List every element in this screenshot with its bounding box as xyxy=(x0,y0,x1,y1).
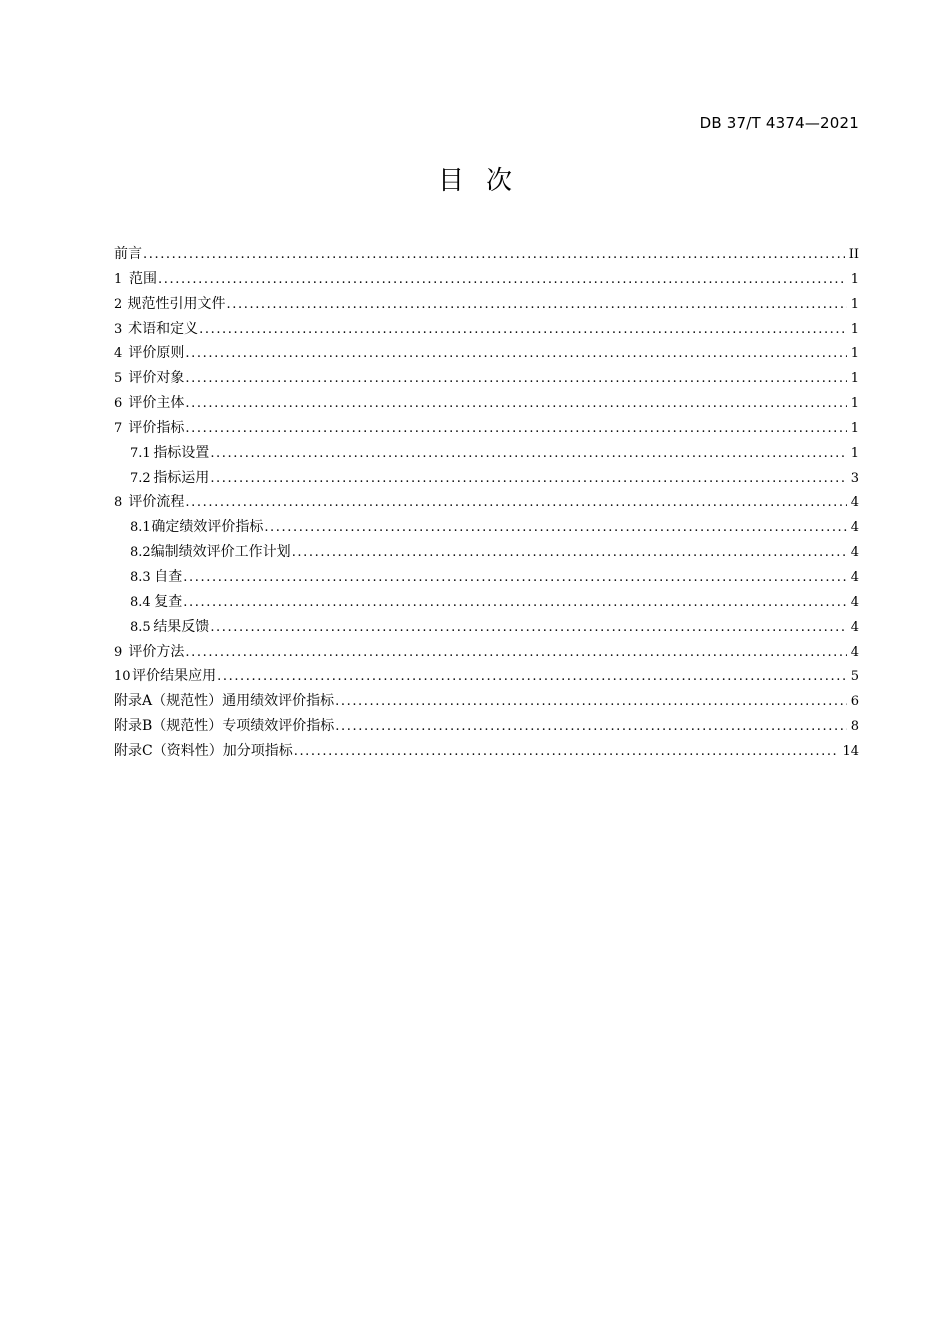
toc-page-number: 4 xyxy=(850,594,859,610)
toc-page-number: 4 xyxy=(850,569,859,585)
toc-page-number: 5 xyxy=(850,669,859,685)
toc-section-number: 7 xyxy=(114,420,123,436)
toc-entry-label: 专项绩效评价指标 xyxy=(222,718,335,735)
toc-page-number: 1 xyxy=(850,296,859,312)
toc-entry-8-4[interactable] xyxy=(114,591,859,616)
toc-leader-dots xyxy=(183,595,846,610)
table-of-contents xyxy=(114,243,859,765)
toc-entry-5[interactable] xyxy=(114,367,859,392)
toc-entry-8-3[interactable] xyxy=(114,566,859,591)
toc-page-number: 4 xyxy=(850,644,859,660)
toc-entry-label: 通用绩效评价指标 xyxy=(222,693,335,710)
toc-entry-label: 加分项指标 xyxy=(222,742,293,759)
toc-page-number: 1 xyxy=(850,445,859,461)
toc-page-number: 6 xyxy=(850,694,859,710)
toc-leader-dots xyxy=(210,471,846,486)
toc-page-number: 8 xyxy=(850,719,859,735)
toc-page-number: 4 xyxy=(850,619,859,635)
toc-entry-6[interactable] xyxy=(114,392,859,417)
toc-section-number: 5 xyxy=(114,371,123,387)
toc-entry-2[interactable] xyxy=(114,293,859,318)
toc-entry-8[interactable] xyxy=(114,491,859,516)
document-code: DB 37/T 4374—2021 xyxy=(699,114,859,132)
page-title: 目次 xyxy=(437,166,534,196)
toc-entry-8-2[interactable] xyxy=(114,541,859,566)
toc-leader-dots xyxy=(183,570,846,585)
toc-leader-dots xyxy=(185,645,846,660)
toc-entry-7-2[interactable] xyxy=(114,467,859,492)
toc-leader-dots xyxy=(292,545,847,560)
toc-section-number: 4 xyxy=(114,346,123,362)
toc-section-number: 10 xyxy=(114,669,131,685)
toc-page-number: 4 xyxy=(850,495,859,511)
toc-page-number: 1 xyxy=(850,396,859,412)
toc-entry-label: 评价流程 xyxy=(128,494,185,511)
toc-entry-label: 范围 xyxy=(129,270,158,287)
toc-leader-dots xyxy=(199,322,847,337)
toc-entry-7-1[interactable] xyxy=(114,442,859,467)
toc-page-number: 1 xyxy=(850,271,859,287)
toc-entry-label: 自查 xyxy=(154,568,183,585)
toc-appendix-prefix: 附录C（资料性） xyxy=(114,742,223,759)
toc-entry-3[interactable] xyxy=(114,318,859,343)
toc-entry-appendix-c[interactable] xyxy=(114,740,859,765)
toc-entry-9[interactable] xyxy=(114,641,859,666)
toc-leader-dots xyxy=(185,396,846,411)
toc-entry-foreword[interactable] xyxy=(114,243,859,268)
toc-leader-dots xyxy=(210,620,846,635)
toc-entry-label: 评价指标 xyxy=(128,419,185,436)
toc-entry-label: 指标设置 xyxy=(153,444,210,461)
toc-entry-1[interactable] xyxy=(114,268,859,293)
toc-section-number: 8.4 xyxy=(130,594,151,610)
toc-entry-8-5[interactable] xyxy=(114,616,859,641)
toc-section-number: 8.2 xyxy=(130,545,151,561)
toc-leader-dots xyxy=(185,495,846,510)
toc-leader-dots xyxy=(335,694,847,709)
toc-appendix-prefix: 附录A（规范性） xyxy=(114,693,223,710)
toc-entry-label: 评价对象 xyxy=(128,370,185,387)
toc-leader-dots xyxy=(185,421,846,436)
toc-entry-10[interactable] xyxy=(114,665,859,690)
toc-section-number: 8.1 xyxy=(130,520,151,536)
toc-page-number: 14 xyxy=(842,743,859,759)
toc-section-number: 7.2 xyxy=(130,470,151,486)
toc-leader-dots xyxy=(294,744,839,759)
toc-entry-label: 结果反馈 xyxy=(153,618,210,635)
toc-section-number: 2 xyxy=(114,296,123,312)
toc-section-number: 7.1 xyxy=(130,445,151,461)
toc-page-number: 1 xyxy=(850,371,859,387)
toc-entry-label: 编制绩效评价工作计划 xyxy=(150,544,291,561)
toc-leader-dots xyxy=(227,297,847,312)
toc-page-number: 4 xyxy=(850,520,859,536)
toc-entry-label: 规范性引用文件 xyxy=(127,295,226,312)
toc-page-number: 1 xyxy=(850,346,859,362)
toc-entry-label: 指标运用 xyxy=(153,469,210,486)
toc-page-number: 4 xyxy=(850,545,859,561)
toc-section-number: 8.3 xyxy=(130,569,151,585)
toc-section-number: 8.5 xyxy=(130,619,151,635)
toc-entry-label: 评价主体 xyxy=(128,395,185,412)
toc-leader-dots xyxy=(143,247,845,262)
toc-page-number: 3 xyxy=(850,470,859,486)
toc-leader-dots xyxy=(335,719,846,734)
toc-entry-label: 复查 xyxy=(154,593,183,610)
toc-leader-dots xyxy=(185,371,846,386)
toc-page-number: 1 xyxy=(850,321,859,337)
toc-entry-label: 确定绩效评价指标 xyxy=(151,519,264,536)
toc-appendix-prefix: 附录B（规范性） xyxy=(114,718,223,735)
toc-page-number: 1 xyxy=(850,420,859,436)
toc-entry-appendix-a[interactable] xyxy=(114,690,859,715)
toc-leader-dots xyxy=(217,669,847,684)
toc-leader-dots xyxy=(210,446,846,461)
toc-leader-dots xyxy=(158,272,847,287)
toc-leader-dots xyxy=(185,346,846,361)
toc-section-number: 1 xyxy=(114,271,123,287)
toc-entry-appendix-b[interactable] xyxy=(114,715,859,740)
toc-section-number: 3 xyxy=(114,321,123,337)
toc-entry-label: 评价原则 xyxy=(128,345,185,362)
toc-section-number: 8 xyxy=(114,495,123,511)
toc-section-number: 6 xyxy=(114,396,123,412)
toc-entry-4[interactable] xyxy=(114,342,859,367)
toc-entry-label: 评价结果应用 xyxy=(132,668,217,685)
toc-entry-label: 评价方法 xyxy=(128,643,185,660)
toc-entry-label: 前言 xyxy=(114,246,142,262)
toc-entry-8-1[interactable] xyxy=(114,516,859,541)
toc-entry-label: 术语和定义 xyxy=(128,320,199,337)
toc-page-number: II xyxy=(848,247,859,262)
toc-entry-7[interactable] xyxy=(114,417,859,442)
toc-leader-dots xyxy=(264,520,846,535)
toc-section-number: 9 xyxy=(114,644,123,660)
